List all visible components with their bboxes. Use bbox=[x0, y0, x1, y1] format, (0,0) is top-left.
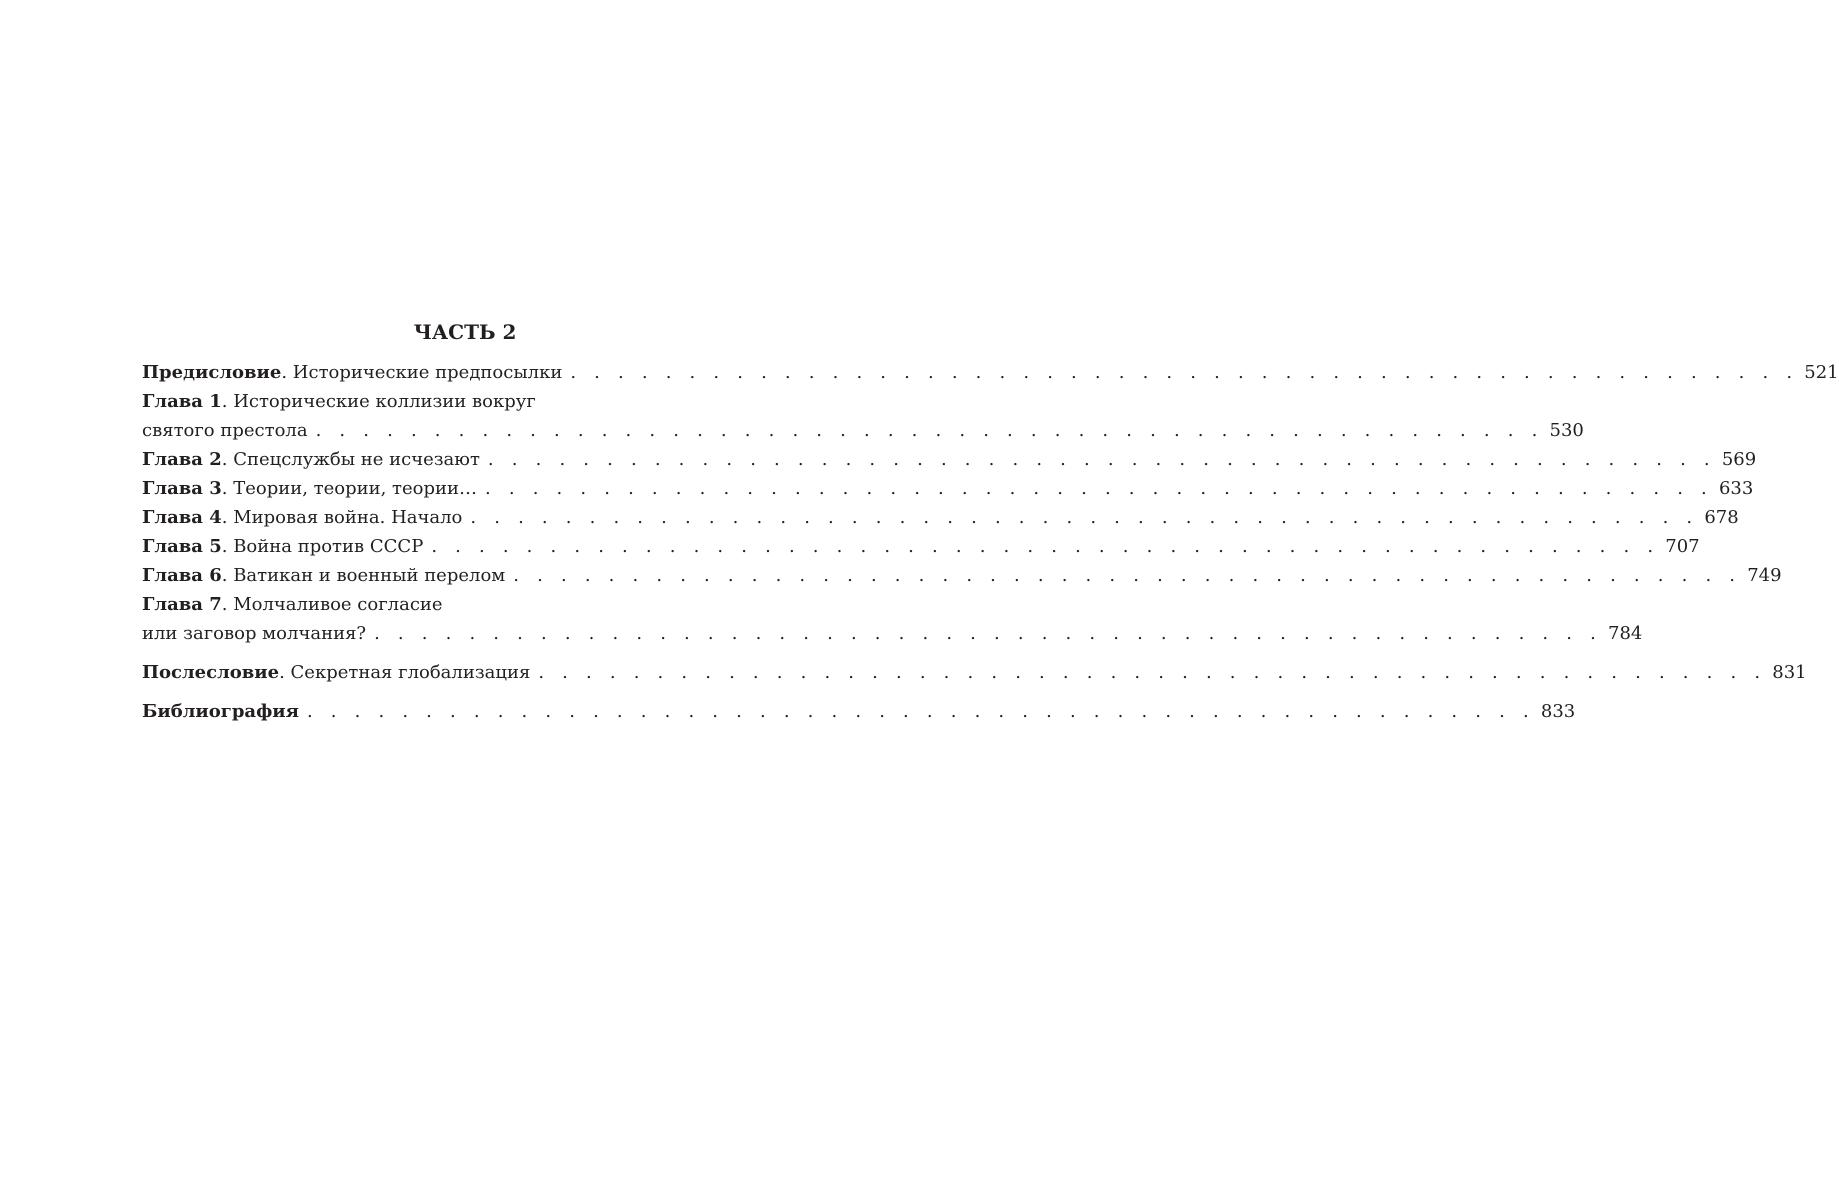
toc-entry-chapter-4 bbox=[142, 503, 1739, 532]
toc-entry-chapter-5 bbox=[142, 532, 1700, 561]
toc-entry-title: . Секретная глобализация bbox=[279, 662, 531, 683]
toc-entry-chapter-3 bbox=[142, 474, 1754, 503]
toc-page-number: 521 bbox=[1804, 362, 1839, 383]
toc-entry-label: Глава 7 bbox=[142, 594, 222, 615]
toc-entry-title: . Война против СССР bbox=[221, 536, 424, 557]
dot-leader: . . . . . . . . . . . . . . . . . . . . . . . . . . . . . . . . . . . . . . . . . . . . . . . . . . . . bbox=[374, 623, 1603, 644]
dot-leader: . . . . . . . . . . . . . . . . . . . . . . . . . . . . . . . . . . . . . . . . . . . . . . . . . . . . bbox=[538, 662, 1767, 683]
toc-entry-label: Глава 2 bbox=[142, 449, 222, 470]
toc-entry-title: . Спецслужбы не исчезают bbox=[221, 449, 480, 470]
toc-page-number: 530 bbox=[1549, 420, 1584, 441]
dot-leader: . . . . . . . . . . . . . . . . . . . . . . . . . . . . . . . . . . . . . . . . . . . . . . . . . . . . bbox=[487, 449, 1716, 470]
toc-entry-label: Предисловие bbox=[142, 362, 282, 383]
dot-leader: . . . . . . . . . . . . . . . . . . . . . . . . . . . . . . . . . . . . . . . . . . . . . . . . . . . . bbox=[485, 478, 1713, 499]
toc-entry-title: . Ватикан и военный перелом bbox=[221, 565, 506, 586]
toc-entry-title-continuation: святого престола bbox=[142, 420, 308, 441]
toc-entry-title: . Молчаливое согласие bbox=[221, 594, 443, 615]
dot-leader: . . . . . . . . . . . . . . . . . . . . . . . . . . . . . . . . . . . . . . . . . . . . . . . . . . . . bbox=[315, 420, 1544, 441]
toc-entry-preface bbox=[142, 358, 1839, 387]
toc-line bbox=[142, 387, 713, 416]
toc-page-number: 569 bbox=[1721, 449, 1757, 470]
toc-line bbox=[142, 590, 713, 619]
toc-page-number: 749 bbox=[1747, 565, 1782, 586]
dot-leader: . . . . . . . . . . . . . . . . . . . . . . . . . . . . . . . . . . . . . . . . . . . . . . . . . . . . bbox=[570, 362, 1799, 383]
toc-entry-chapter-6 bbox=[142, 561, 1782, 590]
toc-line bbox=[142, 416, 1584, 445]
toc-entry-label: Глава 3 bbox=[142, 478, 222, 499]
toc-line bbox=[142, 697, 1576, 726]
toc-entry-title: . Теории, теории, теории… bbox=[221, 478, 478, 499]
toc-entry-label: Глава 5 bbox=[142, 536, 222, 557]
toc-entry-chapter-1 bbox=[142, 387, 1584, 445]
toc-entry-chapter-2 bbox=[142, 445, 1757, 474]
toc-entry-afterword bbox=[142, 658, 1807, 687]
toc-entry-label: Послесловие bbox=[142, 662, 280, 683]
toc-line bbox=[142, 445, 1757, 474]
toc-line bbox=[142, 561, 1782, 590]
toc-entry-bibliography bbox=[142, 697, 1576, 726]
dot-leader: . . . . . . . . . . . . . . . . . . . . . . . . . . . . . . . . . . . . . . . . . . . . . . . . . . . . bbox=[306, 701, 1535, 722]
toc-line bbox=[142, 658, 1807, 687]
toc-entry-title: . Мировая война. Начало bbox=[221, 507, 463, 528]
toc-entry-label: Глава 1 bbox=[142, 391, 222, 412]
toc-entry-chapter-7 bbox=[142, 590, 1643, 648]
toc-entry-label: Глава 4 bbox=[142, 507, 222, 528]
dot-leader: . . . . . . . . . . . . . . . . . . . . . . . . . . . . . . . . . . . . . . . . . . . . . . . . . . . . bbox=[431, 536, 1660, 557]
toc-line bbox=[142, 619, 1643, 648]
dot-leader: . . . . . . . . . . . . . . . . . . . . . . . . . . . . . . . . . . . . . . . . . . . . . . . . . . . . bbox=[513, 565, 1742, 586]
toc-page-number: 831 bbox=[1772, 662, 1807, 683]
toc-line bbox=[142, 532, 1700, 561]
toc-line bbox=[142, 503, 1739, 532]
toc-entry-title-continuation: или заговор молчания? bbox=[142, 623, 367, 644]
part-title: ЧАСТЬ 2 bbox=[413, 320, 517, 344]
toc-page-number: 784 bbox=[1608, 623, 1643, 644]
toc-entry-title: . Исторические предпосылки bbox=[281, 362, 563, 383]
toc-page-number: 707 bbox=[1665, 536, 1700, 557]
toc-page-number: 678 bbox=[1704, 507, 1739, 528]
toc-page-number: 633 bbox=[1718, 478, 1754, 499]
toc-entry-label: Глава 6 bbox=[142, 565, 222, 586]
toc-entry-title: . Исторические коллизии вокруг bbox=[221, 391, 536, 412]
toc-entry-label: Библиография bbox=[142, 701, 299, 722]
dot-leader: . . . . . . . . . . . . . . . . . . . . . . . . . . . . . . . . . . . . . . . . . . . . . . . . . . . . bbox=[470, 507, 1699, 528]
toc-line bbox=[142, 474, 1754, 503]
table-of-contents bbox=[142, 358, 1839, 726]
toc-line bbox=[142, 358, 1839, 387]
toc-page-number: 833 bbox=[1540, 701, 1576, 722]
